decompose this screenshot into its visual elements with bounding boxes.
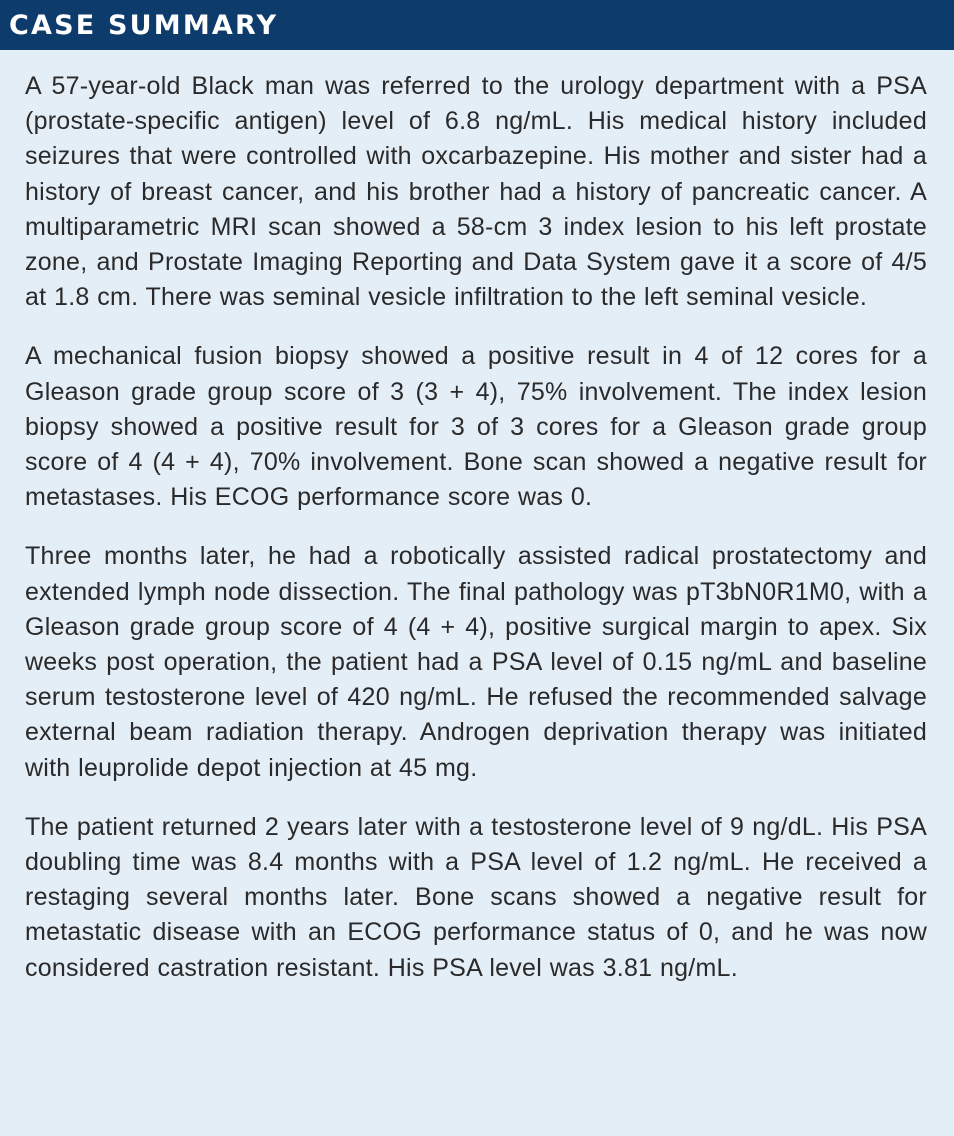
case-summary-header xyxy=(0,0,954,50)
paragraph-surgery: Three months later, he had a robotically assisted radical prostatectomy and extended lymph node dissection. The final pathology was pT3bN0R1M0, with a Gleason grade group score of 4 (4 + 4), positive surgical margin to apex. Six weeks post operation, the patient had a PSA level of 0.15 ng/mL and baseline serum testosterone level of 420 ng/mL. He refused the recommended salvage external beam radiation therapy. Androgen deprivation therapy was initiated with leuprolide depot injection at 45 mg. xyxy=(25,542,927,782)
paragraph-follow-up: The patient returned 2 years later with a testosterone level of 9 ng/dL. His PSA doubling time was 8.4 months with a PSA level of 1.2 ng/mL. He received a restaging several months later. Bone scans showed a negative result for metastatic disease with an ECOG performance status of 0, and he was now considered castration resistant. His PSA level was 3.81 ng/mL. xyxy=(25,812,927,982)
case-summary-body xyxy=(0,50,954,986)
header-title: CASE SUMMARY xyxy=(9,9,279,41)
paragraph-biopsy: A mechanical fusion biopsy showed a positive result in 4 of 12 cores for a Gleason grade group score of 3 (3 + 4), 75% involvement. The index lesion biopsy showed a positive result for 3 of 3 cores for a Gleason grade group score of 4 (4 + 4), 70% involvement. Bone scan showed a negative result for metastases. His ECOG performance score was 0. xyxy=(25,342,927,512)
paragraph-presentation: A 57-year-old Black man was referred to the urology department with a PSA (prostate-specific antigen) level of 6.8 ng/mL. His medical history included seizures that were controlled with oxcarbazepine. His mother and sister had a history of breast cancer, and his brother had a history of pancreatic cancer. A multiparametric MRI scan showed a 58-cm 3 index lesion to his left prostate zone, and Prostate Imaging Reporting and Data System gave it a score of 4/5 at 1.8 cm. There was seminal vesicle infiltration to the left seminal vesicle. xyxy=(25,72,927,312)
